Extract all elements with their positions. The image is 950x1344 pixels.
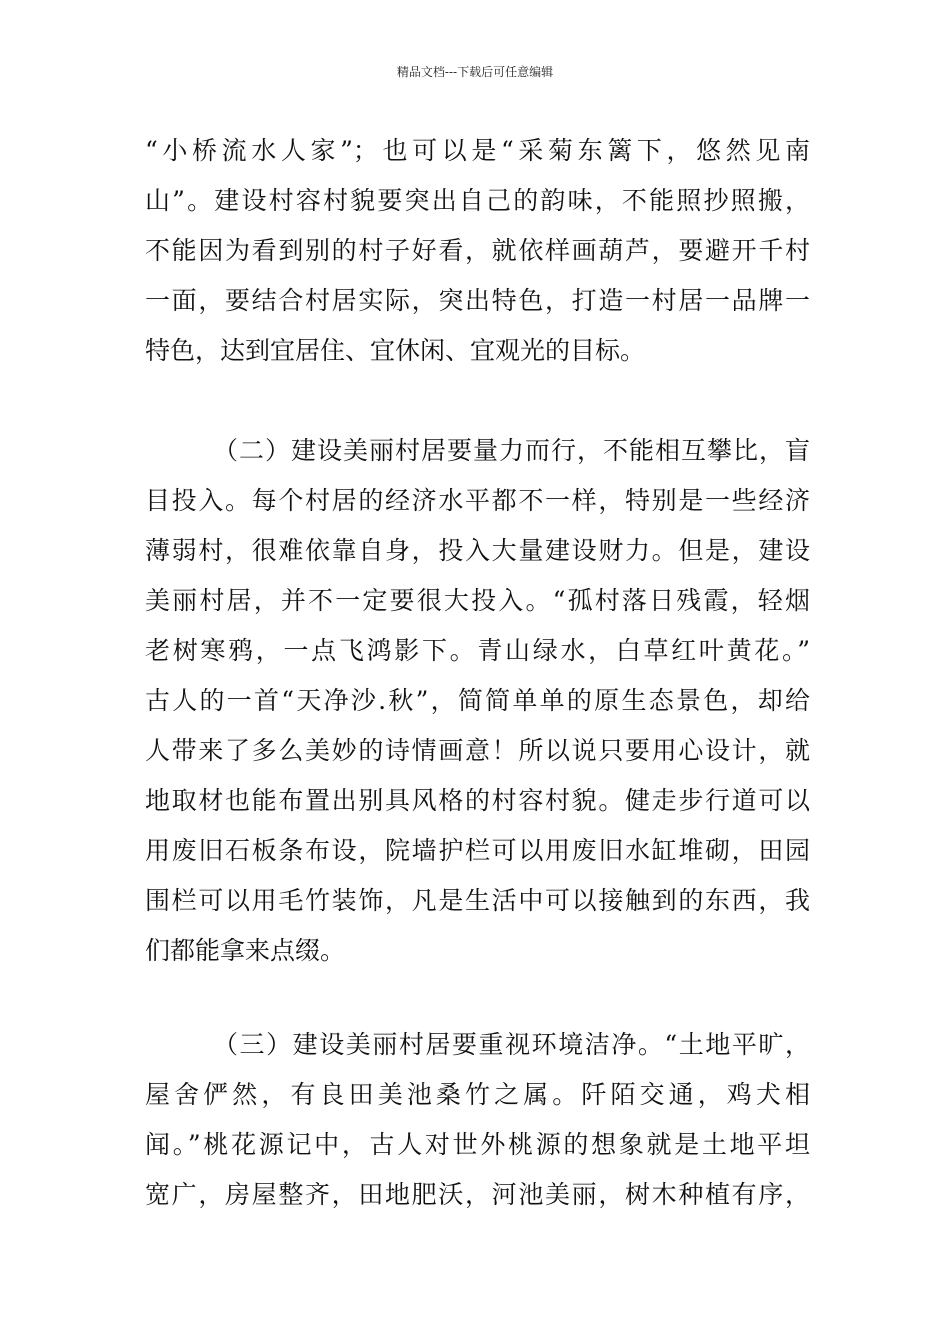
text-line: 山”。建设村容村貌要突出自己的韵味，不能照抄照搬，: [145, 186, 810, 215]
text-line: 古人的一首“天净沙.秋”，简简单单的原生态景色，却给: [145, 686, 810, 715]
paragraph-section-3: [145, 1020, 810, 1220]
text-line: 薄弱村，很难依靠自身，投入大量建设财力。但是，建设: [145, 536, 810, 565]
text-line: 地取材也能布置出别具风格的村容村貌。健走步行道可以: [145, 786, 810, 815]
page-header: 精品文档---下载后可任意编辑: [396, 65, 554, 79]
text-line: 围栏可以用毛竹装饰，凡是生活中可以接触到的东西，我: [145, 886, 810, 915]
text-line: 老树寒鸦，一点飞鸿影下。青山绿水，白草红叶黄花。”: [145, 636, 810, 665]
text-line: 人带来了多么美妙的诗情画意！所以说只要用心设计，就: [145, 736, 810, 765]
text-line: 用废旧石板条布设，院墙护栏可以用废旧水缸堆砌，田园: [145, 836, 810, 865]
text-line: 闻。”桃花源记中，古人对世外桃源的想象就是土地平坦: [145, 1130, 810, 1159]
paragraph-section-2: [145, 426, 810, 976]
text-line: 宽广，房屋整齐，田地肥沃，河池美丽，树木种植有序，: [145, 1180, 810, 1209]
text-line: 一面，要结合村居实际，突出特色，打造一村居一品牌一: [145, 286, 810, 315]
paragraph-continuation: [145, 126, 810, 376]
text-line: “小桥流水人家”；也可以是“采菊东篱下，悠然见南: [145, 136, 810, 165]
text-line: 们都能拿来点缀。: [145, 936, 346, 965]
text-line: （二）建设美丽村居要量力而行，不能相互攀比，盲: [213, 436, 810, 465]
text-line: 屋舍俨然，有良田美池桑竹之属。阡陌交通，鸡犬相: [145, 1080, 810, 1109]
text-line: 目投入。每个村居的经济水平都不一样，特别是一些经济: [145, 486, 810, 515]
text-line: 特色，达到宜居住、宜休闲、宜观光的目标。: [145, 336, 646, 365]
text-line: （三）建设美丽村居要重视环境洁净。“土地平旷，: [213, 1030, 810, 1059]
text-line: 不能因为看到别的村子好看，就依样画葫芦，要避开千村: [145, 236, 810, 265]
text-line: 美丽村居，并不一定要很大投入。“孤村落日残霞，轻烟: [145, 586, 810, 615]
